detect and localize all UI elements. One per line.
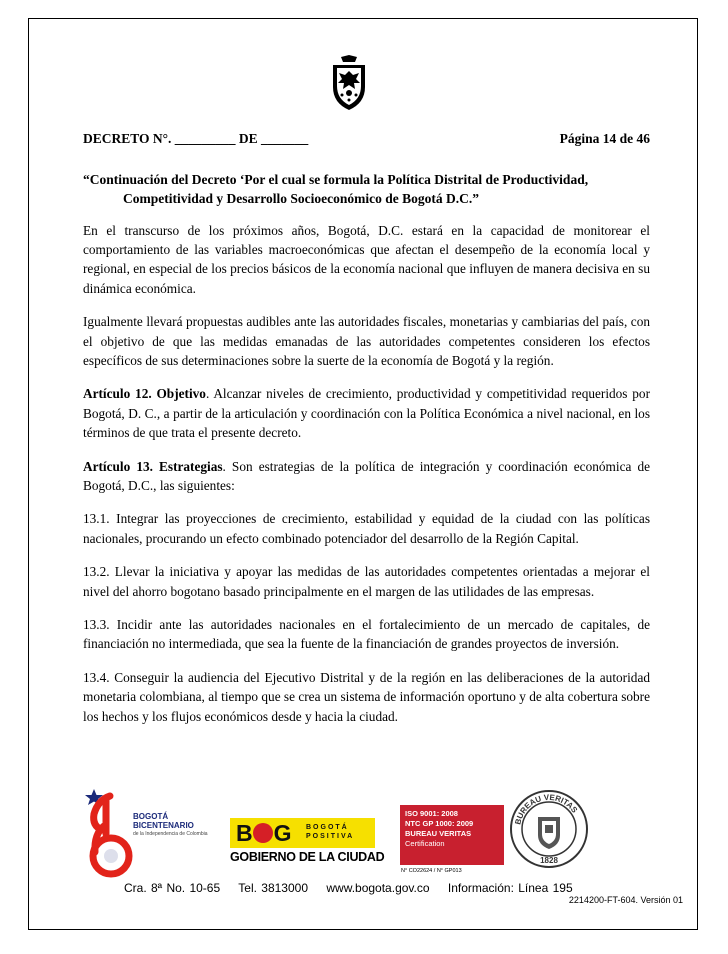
article-12-paragraph: Artículo 12. Objetivo. Alcanzar niveles de crecimiento, productividad y competitividad requeridos por Bogotá, D. C., a partir de la articulación y coordinación con la Política Económica a nivel nacional, en los términos de que trata el presente decreto. (83, 386, 650, 440)
bog-subtitle: BOGOTÁ POSITIVA (306, 824, 355, 840)
continuation-title (83, 170, 650, 208)
info-line-text: Información: Línea 195 (447, 881, 573, 895)
paragraph: En el transcurso de los próximos años, Bogotá, D.C. estará en la capacidad de monitorear el comportamiento de las variables macroeconómicas que afectan el desempeño de la economía local y regional, en especial de los precios básicos de la economía nacional que influyen de manera decisiva en su dinámica económica. (83, 223, 650, 296)
bogota-positiva-logo (230, 818, 385, 873)
page-footer (80, 778, 680, 908)
bureau-veritas-seal-icon (508, 787, 590, 877)
bogota-coat-of-arms-icon (327, 55, 371, 111)
gobierno-de-la-ciudad: GOBIERNO DE LA CIUDAD (230, 850, 385, 864)
article-13-heading: Artículo 13. Estrategias (83, 458, 223, 474)
document-body (83, 221, 650, 740)
decree-number-label: DECRETO N°. _________ DE _______ (83, 131, 309, 146)
bog-yellow-band (230, 818, 375, 848)
strategy-13-4: 13.4. Conseguir la audiencia del Ejecutivo Distrital y de la región en las deliberaciones de la autoridad monetaria colombiana, al tiempo que se crea un sistema de información oportuno y de alta cobertura sobre los hechos y los flujos económicos desde y hacia la ciudad. (83, 670, 650, 724)
address-text: Cra. 8ª No. 10-65 (124, 881, 221, 895)
page-number-label: Página 14 de 46 (559, 131, 650, 146)
svg-text:BUREAU VERITAS: BUREAU VERITAS (513, 792, 580, 826)
bicentenario-text: BOGOTÁ BICENTENARIO de la Independencia de Colombia (133, 812, 208, 837)
contact-line (124, 881, 587, 895)
website-link[interactable]: www.bogota.gov.co (326, 881, 430, 895)
strategy-13-3: 13.3. Incidir ante las autoridades nacionales en el fortalecimiento de un mercado de capitales, de financiación no intermediada, que sea la fuente de la financiación de grandes proyectos de inversión. (83, 617, 650, 652)
strategy-13-2: 13.2. Llevar la iniciativa y apoyar las medidas de las autoridades competentes orientadas a mejorar el nivel del ahorro bogotano basado principalmente en el margen de las utilidades de las empresas. (83, 564, 650, 599)
bog-wordmark: B G (236, 820, 291, 846)
bureau-veritas-year: 1828 (540, 856, 558, 865)
paragraph: Igualmente llevará propuestas audibles ante las autoridades fiscales, monetarias y cambiarias del país, con el objetivo de que las medidas emanadas de las autoridades competentes consideren los efectos específicos de sus determinaciones sobre la suerte de la economía de Bogotá y la región. (83, 314, 650, 368)
certification-number: N° CO22624 / N° GP013 (401, 868, 462, 874)
bog-red-dot-icon (253, 823, 273, 843)
article-13-paragraph: Artículo 13. Estrategias. Son estrategias de la política de integración y coordinación económica de Bogotá, D.C., las siguientes: (83, 458, 650, 493)
phone-text: Tel. 3813000 (238, 881, 309, 895)
continuation-title-line-2: Competitividad y Desarrollo Socioeconómico de Bogotá D.C.” (123, 191, 479, 206)
iso-certification-badge: ISO 9001: 2008 NTC GP 1000: 2009 BUREAU VERITAS Certification (400, 805, 504, 865)
article-12-heading: Artículo 12. Objetivo (83, 386, 206, 402)
continuation-title-line-1: “Continuación del Decreto ‘Por el cual se formula la Política Distrital de Productividad, (83, 172, 589, 187)
form-version-label: 2214200-FT-604. Versión 01 (568, 895, 683, 905)
strategy-13-1: 13.1. Integrar las proyecciones de crecimiento, estabilidad y equidad de la ciudad con las políticas nacionales, procurando un efecto combinado potenciador del desarrollo de la Región Capital. (83, 511, 650, 546)
